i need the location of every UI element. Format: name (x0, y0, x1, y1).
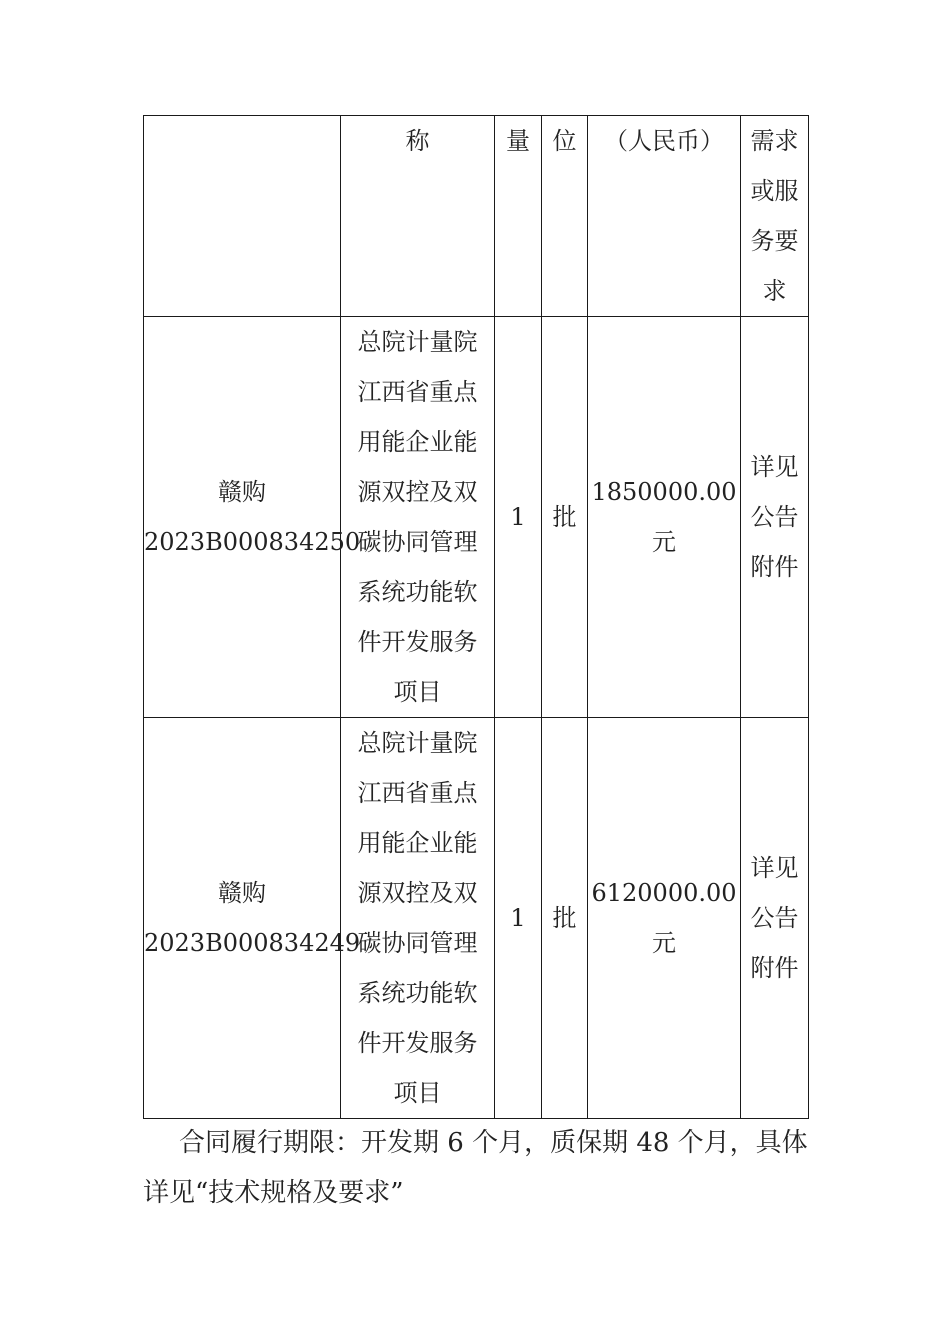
amount-value: 6120000.00 元 (591, 879, 737, 957)
quantity-cell: 1 (495, 317, 542, 718)
requirement-text: 详见 公告 附件 (750, 453, 799, 581)
table-header-row (144, 116, 809, 317)
header-amount-label: （人民币） (604, 127, 724, 155)
table-row (144, 317, 809, 718)
amount-value: 1850000.00 元 (591, 478, 737, 556)
project-name: 总院计量院 江西省重点 用能企业能 源双控及双 碳协同管理 系统功能软 件开发服务 项目 (357, 729, 478, 1107)
project-name: 总院计量院 江西省重点 用能企业能 源双控及双 碳协同管理 系统功能软 件开发服务 项目 (357, 328, 478, 706)
contract-term-note: 合同履行期限：开发期 6 个月，质保期 48 个月，具体详见“技术规格及要求” (143, 1128, 808, 1208)
header-amount-cell (588, 116, 741, 317)
project-code-cell: 赣购 2023B000834250 (144, 317, 341, 718)
header-requirement-cell (741, 116, 809, 317)
header-unit-cell (542, 116, 588, 317)
quantity-cell: 1 (495, 718, 542, 1119)
header-unit-label: 位 (552, 127, 577, 155)
amount-cell (588, 718, 741, 1119)
project-code-cell: 赣购 2023B000834249 (144, 718, 341, 1119)
unit-cell: 批 (542, 317, 588, 718)
header-name-label: 称 (405, 127, 430, 155)
header-code-cell (144, 116, 341, 317)
table-row (144, 718, 809, 1119)
unit-cell: 批 (542, 718, 588, 1119)
header-quantity-cell (495, 116, 542, 317)
header-requirement-label: 需求 或服 务要 求 (750, 127, 799, 305)
project-name-cell (341, 718, 495, 1119)
project-name-cell (341, 317, 495, 718)
procurement-table (143, 115, 809, 1119)
header-quantity-label: 量 (506, 127, 530, 155)
requirement-cell (741, 718, 809, 1119)
requirement-text: 详见 公告 附件 (750, 854, 799, 982)
header-name-cell (341, 116, 495, 317)
amount-cell (588, 317, 741, 718)
requirement-cell (741, 317, 809, 718)
